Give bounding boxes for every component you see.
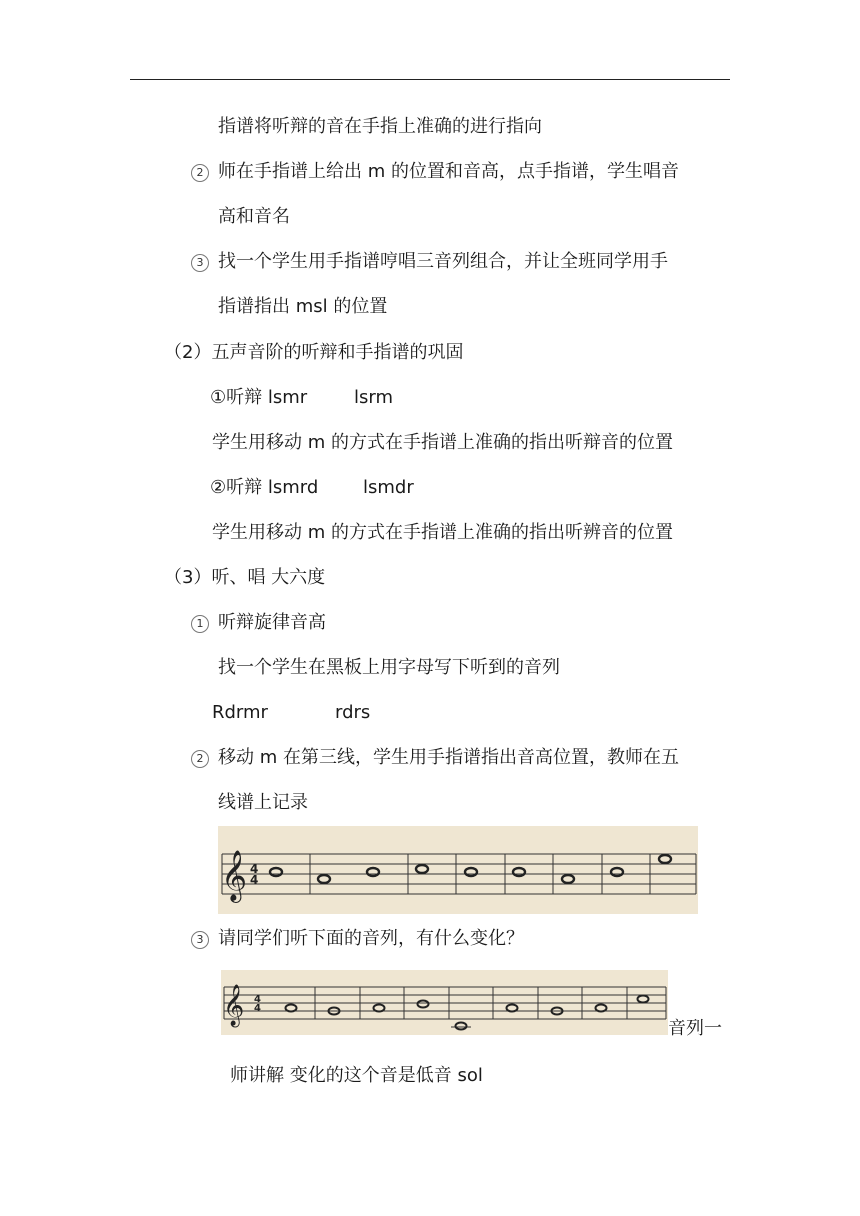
svg-text:4: 4 bbox=[250, 862, 259, 876]
text-line: lsrm bbox=[354, 387, 393, 408]
section-heading: （3）听、唱 大六度 bbox=[164, 567, 326, 588]
text-line: 学生用移动 m 的方式在手指谱上准确的指出听辨音的位置 bbox=[212, 522, 673, 543]
circled-number: 3 bbox=[191, 254, 209, 272]
staff-caption: 音列一 bbox=[668, 1018, 722, 1039]
text-line: ②听辩 lsmrd bbox=[210, 477, 319, 498]
text-line: 找一个学生用手指谱哼唱三音列组合，并让全班同学用手 bbox=[218, 251, 668, 272]
music-staff-1 bbox=[218, 826, 698, 914]
header-rule bbox=[130, 79, 730, 80]
svg-text:4: 4 bbox=[250, 873, 259, 887]
text-line: 找一个学生在黑板上用字母写下听到的音列 bbox=[218, 657, 560, 678]
treble-clef-icon: 𝄞 bbox=[221, 850, 248, 901]
text-line: 指谱将听辩的音在手指上准确的进行指向 bbox=[218, 116, 542, 137]
text-line: ①听辩 lsmr bbox=[210, 387, 308, 408]
circled-number: 1 bbox=[191, 615, 209, 633]
circled-number: 2 bbox=[191, 750, 209, 768]
text-line: 指谱指出 msl 的位置 bbox=[218, 296, 388, 317]
text-line: rdrs bbox=[335, 702, 371, 723]
text-line: 高和音名 bbox=[218, 206, 290, 227]
text-line: 线谱上记录 bbox=[218, 792, 308, 813]
text-line: 学生用移动 m 的方式在手指谱上准确的指出听辩音的位置 bbox=[212, 432, 673, 453]
text-line: 移动 m 在第三线，学生用手指谱指出音高位置，教师在五 bbox=[218, 747, 679, 768]
svg-text:4: 4 bbox=[254, 1003, 261, 1014]
treble-clef-icon: 𝄞 bbox=[223, 985, 245, 1026]
text-line: 听辩旋律音高 bbox=[218, 612, 326, 633]
text-line: lsmdr bbox=[363, 477, 414, 498]
svg-text:4: 4 bbox=[254, 994, 261, 1005]
section-heading: （2）五声音阶的听辩和手指谱的巩固 bbox=[164, 342, 464, 363]
text-line: Rdrmr bbox=[212, 702, 268, 723]
text-line: 请同学们听下面的音列，有什么变化？ bbox=[218, 928, 524, 949]
text-line: 师讲解 变化的这个音是低音 sol bbox=[230, 1065, 483, 1086]
text-line: 师在手指谱上给出 m 的位置和音高，点手指谱，学生唱音 bbox=[218, 161, 679, 182]
circled-number: 2 bbox=[191, 164, 209, 182]
circled-number: 3 bbox=[191, 931, 209, 949]
music-staff-2 bbox=[221, 970, 668, 1035]
